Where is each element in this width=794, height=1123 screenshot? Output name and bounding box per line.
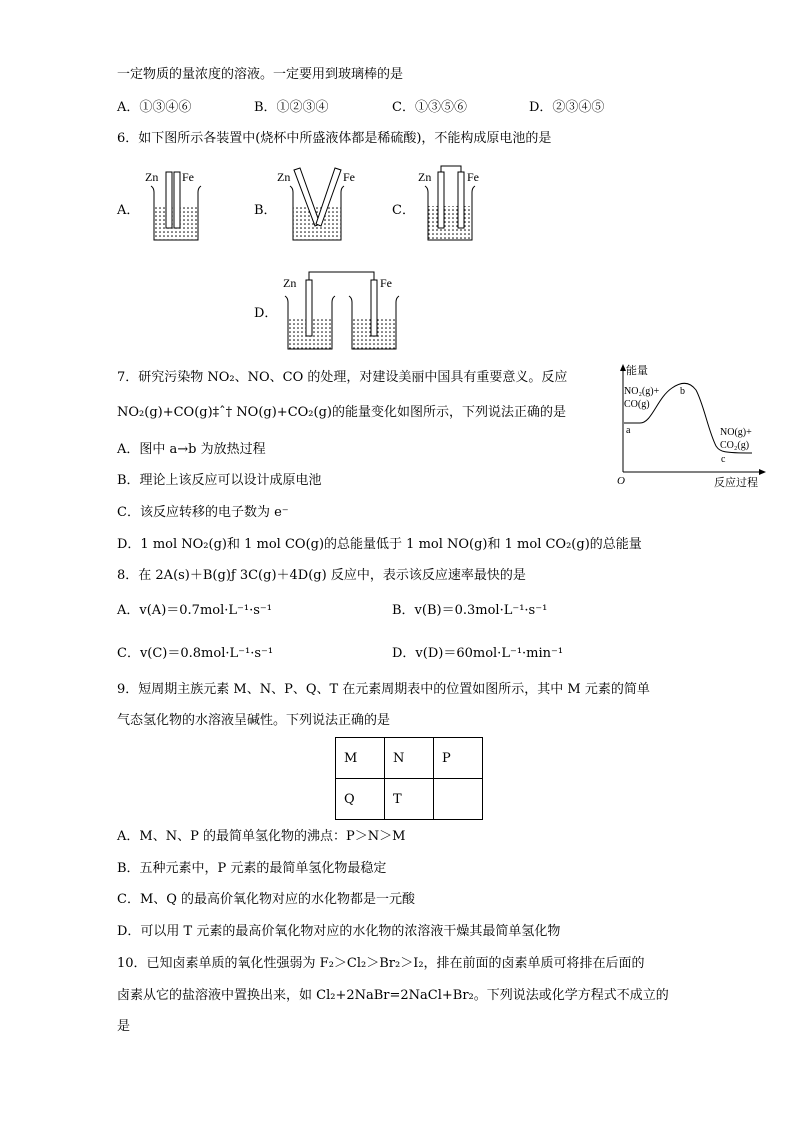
q7-products-label-1: NO(g)+ bbox=[720, 427, 752, 438]
q6a-fe-label: Fe bbox=[182, 170, 194, 184]
q7-y-axis-label: 能量 bbox=[626, 365, 648, 377]
q6b-zn-label: Zn bbox=[277, 170, 291, 184]
q5-stem-tail: 一定物质的量浓度的溶液。一定要用到玻璃棒的是 bbox=[117, 67, 404, 82]
q7-stem-line2: NO₂(g)+CO(g)‡ˆ† NO(g)+CO₂(g)的能量变化如图所示，下列说法正确的是 bbox=[117, 405, 566, 420]
q6-apparatus-a bbox=[142, 166, 204, 246]
q7-products-label-2: CO₂(g) bbox=[720, 440, 750, 451]
q9-cell-q: Q bbox=[336, 779, 385, 820]
q6-stem: 6．如下图所示各装置中(烧杯中所盛液体都是稀硫酸)，不能构成原电池的是 bbox=[117, 131, 552, 146]
q7-point-b: b bbox=[680, 386, 685, 397]
q7-option-d: D．1 mol NO₂(g)和 1 mol CO(g)的总能量低于 1 mol NO(g)和 1 mol CO₂(g)的总能量 bbox=[117, 537, 642, 552]
q6-apparatus-c bbox=[415, 160, 485, 246]
q7-stem-line1: 7．研究污染物 NO₂、NO、CO 的处理，对建设美丽中国具有重要意义。反应 bbox=[117, 370, 568, 385]
q5-option-a: A．①③④⑥ bbox=[117, 100, 192, 115]
q7-reactants-label-2: CO(g) bbox=[624, 399, 650, 410]
q7-reactants-label-1: NO₂(g)+ bbox=[624, 386, 660, 397]
q6-apparatus-b bbox=[275, 166, 365, 246]
q6-label-a: A． bbox=[117, 203, 140, 218]
q7-point-a: a bbox=[626, 425, 631, 436]
q7-origin-label: O bbox=[617, 475, 625, 487]
q7-energy-diagram bbox=[612, 360, 768, 492]
q6d-fe-label: Fe bbox=[380, 276, 392, 290]
q8-stem: 8．在 2A(s)＋B(g)ƒ 3C(g)＋4D(g) 反应中，表示该反应速率最快的是 bbox=[117, 568, 526, 583]
q6-label-d: D． bbox=[254, 306, 278, 321]
q5-option-b: B．①②③④ bbox=[254, 100, 329, 115]
q6a-zn-label: Zn bbox=[145, 170, 159, 184]
q10-stem-line3: 是 bbox=[117, 1019, 131, 1034]
q7-option-c: C．该反应转移的电子数为 e⁻ bbox=[117, 505, 289, 520]
q9-cell-p: P bbox=[434, 738, 483, 779]
q6-apparatus-d bbox=[280, 266, 410, 354]
q9-periodic-table bbox=[335, 737, 483, 820]
q10-stem-line2: 卤素从它的盐溶液中置换出来，如 Cl₂+2NaBr=2NaCl+Br₂。下列说法或化学方程式不成立的 bbox=[117, 988, 669, 1003]
q6c-zn-label: Zn bbox=[418, 170, 432, 184]
q9-cell-m: M bbox=[336, 738, 385, 779]
q6d-zn-label: Zn bbox=[283, 276, 297, 290]
q8-option-a: A．v(A)＝0.7mol·L⁻¹·s⁻¹ bbox=[117, 603, 272, 618]
q7-option-a: A．图中 a→b 为放热过程 bbox=[117, 442, 266, 457]
q9-cell-empty bbox=[434, 779, 483, 820]
q7-x-axis-label: 反应过程 bbox=[714, 477, 758, 489]
q6-label-b: B． bbox=[254, 203, 277, 218]
q9-stem-line2: 气态氢化物的水溶液呈碱性。下列说法正确的是 bbox=[117, 713, 391, 728]
q10-stem-line1: 10．已知卤素单质的氧化性强弱为 F₂＞Cl₂＞Br₂＞I₂，排在前面的卤素单质可将排在后面的 bbox=[117, 956, 645, 971]
q9-cell-t: T bbox=[385, 779, 434, 820]
q7-option-b: B．理论上该反应可以设计成原电池 bbox=[117, 473, 322, 488]
q9-option-d: D．可以用 T 元素的最高价氧化物对应的水化物的浓溶液干燥其最简单氢化物 bbox=[117, 924, 561, 939]
q5-option-c: C．①③⑤⑥ bbox=[392, 100, 467, 115]
q6c-fe-label: Fe bbox=[467, 170, 479, 184]
q9-cell-n: N bbox=[385, 738, 434, 779]
q9-option-b: B．五种元素中，P 元素的最简单氢化物最稳定 bbox=[117, 861, 387, 876]
q8-option-b: B．v(B)＝0.3mol·L⁻¹·s⁻¹ bbox=[392, 603, 548, 618]
q5-option-d: D．②③④⑤ bbox=[529, 100, 605, 115]
q9-option-a: A．M、N、P 的最简单氢化物的沸点：P＞N＞M bbox=[117, 829, 406, 844]
q8-option-d: D．v(D)＝60mol·L⁻¹·min⁻¹ bbox=[392, 646, 564, 661]
q8-option-c: C．v(C)＝0.8mol·L⁻¹·s⁻¹ bbox=[117, 646, 274, 661]
q9-stem-line1: 9．短周期主族元素 M、N、P、Q、T 在元素周期表中的位置如图所示，其中 M 元素的简单 bbox=[117, 682, 650, 697]
q7-point-c: c bbox=[721, 454, 726, 465]
q9-option-c: C．M、Q 的最高价氧化物对应的水化物都是一元酸 bbox=[117, 892, 416, 907]
q6-label-c: C． bbox=[392, 203, 415, 218]
q6b-fe-label: Fe bbox=[343, 170, 355, 184]
